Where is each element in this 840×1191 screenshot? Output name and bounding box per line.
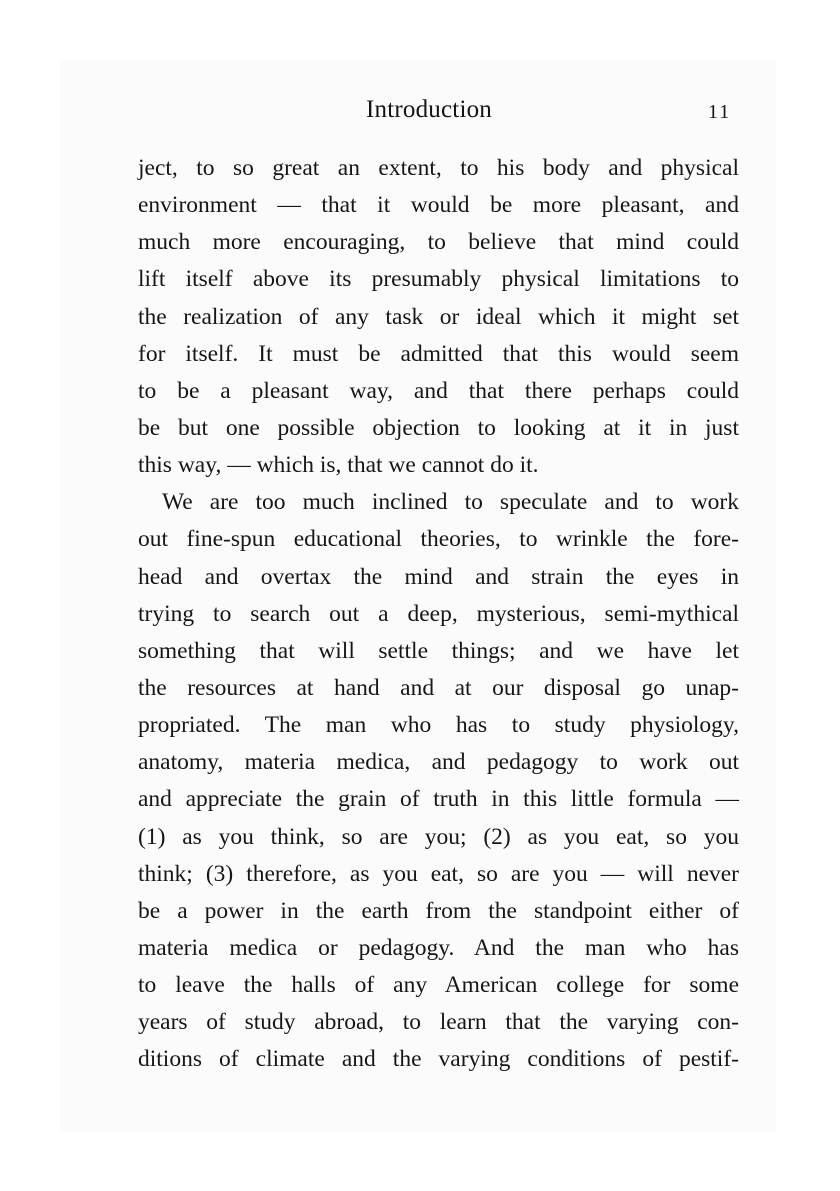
text-line: to leave the halls of any American college for some: [138, 972, 739, 999]
text-line: be a power in the earth from the standpoint either of: [138, 897, 739, 924]
text-line: the resources at hand and at our disposal go unap-: [138, 674, 739, 701]
text-line: to be a pleasant way, and that there perhaps could: [138, 377, 739, 404]
paragraph-end-line: this way, — which is, that we cannot do it.: [138, 452, 539, 479]
page-header: [0, 92, 840, 128]
text-line: think; (3) therefore, as you eat, so are you — will never: [138, 860, 739, 887]
text-line: for itself. It must be admitted that this would seem: [138, 340, 739, 367]
text-line: something that will settle things; and we have let: [138, 637, 739, 664]
text-line: ditions of climate and the varying conditions of pestif-: [138, 1046, 739, 1073]
text-line: anatomy, materia medica, and pedagogy to work out: [138, 749, 739, 776]
text-line: materia medica or pedagogy. And the man who has: [138, 934, 739, 961]
paragraph-start-line: We are too much inclined to speculate and to work: [162, 489, 739, 516]
text-line: propriated. The man who has to study physiology,: [138, 712, 739, 739]
text-line: trying to search out a deep, mysterious, semi-mythical: [138, 600, 739, 627]
text-line: years of study abroad, to learn that the varying con-: [138, 1009, 739, 1036]
text-line: head and overtax the mind and strain the eyes in: [138, 563, 739, 590]
text-line: out fine-spun educational theories, to wrinkle the fore-: [138, 526, 739, 553]
text-line: the realization of any task or ideal which it might set: [138, 303, 739, 330]
text-line: (1) as you think, so are you; (2) as you eat, so you: [138, 823, 739, 850]
text-line: much more encouraging, to believe that mind could: [138, 229, 739, 256]
text-line: and appreciate the grain of truth in this little formula —: [138, 786, 739, 813]
running-title: Introduction: [366, 96, 492, 123]
text-line: environment — that it would be more pleasant, and: [138, 192, 739, 219]
page-number: 11: [708, 101, 732, 123]
text-line: be but one possible objection to looking at it in just: [138, 414, 739, 441]
text-line: lift itself above its presumably physical limitations to: [138, 266, 739, 293]
body-text: [138, 150, 739, 1079]
text-line: ject, to so great an extent, to his body and physical: [138, 155, 739, 181]
